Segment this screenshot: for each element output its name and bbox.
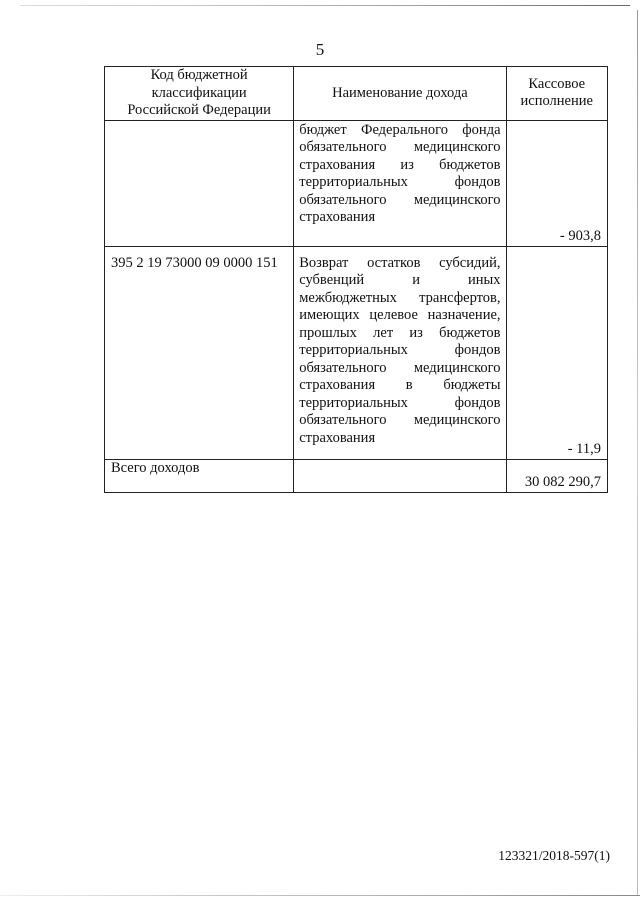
- row-name-line: обязательного медицинского: [299, 412, 501, 428]
- document-id: 123321/2018-597(1): [498, 848, 610, 863]
- row-name-line: страхования: [299, 209, 376, 225]
- budget-table: [104, 66, 608, 493]
- scan-edge-right: [637, 10, 638, 895]
- row-name-line: территориальных фондов: [299, 394, 501, 411]
- total-label: Всего доходов: [105, 459, 294, 492]
- row-name-line: страхования из бюджетов: [299, 156, 501, 173]
- total-name: [294, 459, 506, 492]
- scan-edge-bottom: [0, 895, 640, 896]
- table-header-row: [105, 67, 608, 121]
- total-amount: 30 082 290,7: [506, 459, 607, 492]
- header-code-line: Код бюджетной: [150, 67, 248, 83]
- row-name-line: обязательного медицинского: [299, 139, 501, 155]
- row-name-line: межбюджетных трансфертов,: [299, 289, 501, 306]
- row-amount: - 903,8: [506, 120, 607, 246]
- page-number: 5: [315, 40, 325, 59]
- header-code-line: Российской Федерации: [127, 102, 271, 118]
- table-row: [105, 120, 608, 246]
- row-name-line: бюджет Федерального фонда: [299, 121, 501, 138]
- table-row: [105, 246, 608, 459]
- row-code: [105, 120, 294, 246]
- row-name-line: обязательного медицинского: [299, 191, 501, 208]
- row-name-line: прошлых лет из бюджетов: [299, 324, 501, 341]
- row-name-line: территориальных фондов: [299, 174, 501, 190]
- row-name-line: субвенций и иных: [299, 272, 501, 288]
- header-amount-line: исполнение: [520, 93, 593, 110]
- row-name: [294, 120, 506, 246]
- total-row: [105, 459, 608, 492]
- header-amount: [506, 67, 607, 121]
- row-name-line: обязательного медицинского: [299, 359, 501, 376]
- row-name: [294, 246, 506, 459]
- header-code-line: классификации: [151, 84, 247, 101]
- row-name-line: имеющих целевое назначение,: [299, 307, 501, 323]
- row-amount: - 11,9: [506, 246, 607, 459]
- header-code: [105, 67, 294, 121]
- row-name-line: страхования: [299, 429, 376, 446]
- header-amount-line: Кассовое: [528, 75, 586, 92]
- row-name-line: Возврат остатков субсидий,: [299, 254, 501, 271]
- row-name-line: территориальных фондов: [299, 342, 501, 358]
- row-code: 395 2 19 73000 09 0000 151: [105, 246, 294, 459]
- row-name-line: страхования в бюджеты: [299, 377, 501, 393]
- header-name: Наименование дохода: [294, 67, 506, 121]
- scan-edge-top: [20, 5, 630, 6]
